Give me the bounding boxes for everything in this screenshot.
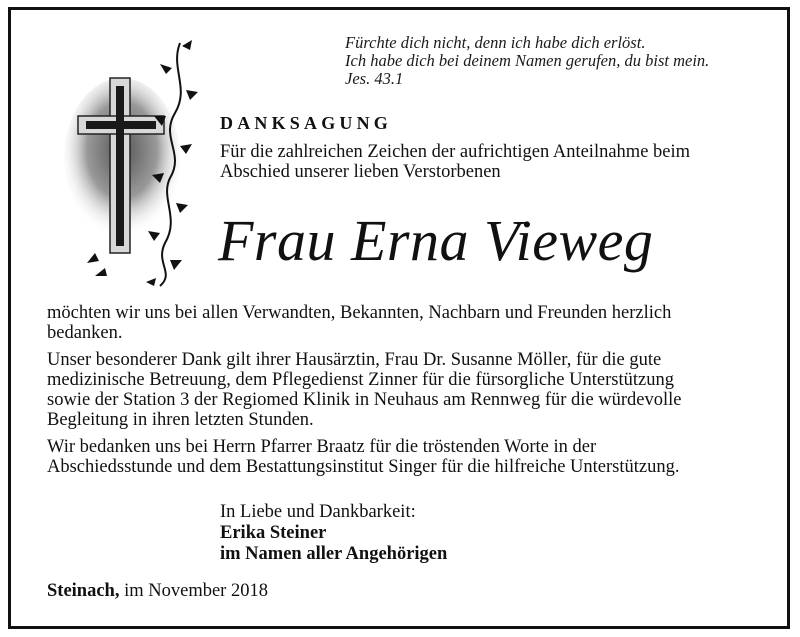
paragraph-3-line: Wir bedanken uns bei Herrn Pfarrer Braatz für die tröstenden Worte in der bbox=[47, 437, 597, 457]
signature-block bbox=[220, 502, 447, 565]
verse-line-2: Ich habe dich bei deinem Namen gerufen, du bist mein. bbox=[345, 51, 710, 70]
place-date bbox=[47, 581, 268, 602]
intro-line-1: Für die zahlreichen Zeichen der aufrichtigen Anteilnahme beim bbox=[220, 142, 691, 162]
paragraph-3 bbox=[47, 437, 757, 477]
intro-text bbox=[220, 142, 690, 182]
paragraph-2-line: medizinische Betreuung, dem Pflegedienst Zinner für die fürsorgliche Unterstützung bbox=[47, 370, 674, 390]
heading-danksagung: DANKSAGUNG bbox=[220, 113, 393, 133]
deceased-name: Frau Erna Vieweg bbox=[218, 208, 654, 273]
paragraph-2-line: sowie der Station 3 der Regiomed Klinik in Neuhaus am Rennweg für die würdevolle bbox=[47, 390, 682, 410]
paragraph-2-line: Begleitung in ihren letzten Stunden. bbox=[47, 410, 314, 430]
paragraph-3-line: Abschiedsstunde und dem Bestattungsinstitut Singer für die hilfreiche Unterstützung. bbox=[47, 457, 680, 477]
paragraph-2-line: Unser besonderer Dank gilt ihrer Hausärztin, Frau Dr. Susanne Möller, für die gute bbox=[47, 350, 662, 370]
verse-reference: Jes. 43.1 bbox=[345, 69, 404, 88]
paragraph-1 bbox=[47, 303, 757, 343]
paragraph-1-line: möchten wir uns bei allen Verwandten, Bekannten, Nachbarn und Freunden herzlich bbox=[47, 303, 672, 323]
signature-behalf: im Namen aller Angehörigen bbox=[220, 544, 448, 564]
verse-line-1: Fürchte dich nicht, denn ich habe dich erlöst. bbox=[345, 33, 646, 52]
paragraph-1-line: bedanken. bbox=[47, 323, 123, 343]
place-city: Steinach, bbox=[47, 581, 120, 601]
bible-verse bbox=[345, 34, 709, 88]
signature-name: Erika Steiner bbox=[220, 523, 327, 543]
body-text bbox=[47, 303, 757, 484]
intro-line-2: Abschied unserer lieben Verstorbenen bbox=[220, 162, 501, 182]
cross-icon bbox=[60, 38, 205, 288]
signature-closing: In Liebe und Dankbarkeit: bbox=[220, 502, 416, 522]
paragraph-2 bbox=[47, 350, 757, 430]
place-date-text: im November 2018 bbox=[124, 581, 268, 601]
